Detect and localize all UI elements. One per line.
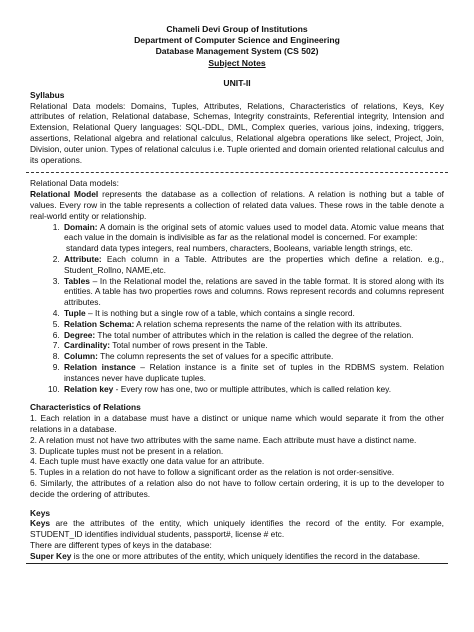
list-item: 10. Relation key - Every row has one, two or multiple attributes, which is called relation key. [62, 384, 444, 395]
document-header [30, 24, 444, 69]
unit-title: UNIT-II [223, 77, 251, 88]
list-item: 3. Duplicate tuples must not be present in a relation. [30, 445, 224, 456]
list-item: 4. Tuple – It is nothing but a single row of a table, which contains a single record. [62, 308, 444, 319]
list-item: 7. Cardinality: Total number of rows present in the Table. [62, 340, 444, 351]
list-item: 2. Attribute: Each column in a Table. Attributes are the properties which define a relation. e.g., Student_Rollno, NAME,etc. [62, 254, 444, 276]
list-item: 1. Domain: A domain is the original sets of atomic values used to model data. Atomic value means that each value in the domain is indivisible as far as the relational model is concerned. For example: standard data types integers, real numbers, characters, Booleans, variable length strings, etc. [62, 222, 444, 254]
relational-terms-list [30, 222, 444, 395]
list-item: 6. Degree: The total number of attributes which in the relation is called the degree of the relation. [62, 330, 444, 341]
section-divider [26, 172, 448, 173]
syllabus-text: Relational Data models: Domains, Tuples, Attributes, Relations, Characteristics of relations, Keys, Key attributes of relation, Relational database, Schemas, Integrity constraints, Referential integrity, Intension and Extension, Relational Query languages: SQL-DDL, DML, Complex queries, various joins, indexing, triggers, assertions, Relational algebra and relational calculus, Relational algebra operations like select, Project, Join, Division, outer union. Types of relational calculus i.e. Tuple oriented and domain oriented relational calculus and its operations. [30, 100, 444, 165]
characteristics-section [30, 402, 444, 499]
syllabus-title: Syllabus [30, 89, 65, 100]
characteristics-title: Characteristics of Relations [30, 402, 141, 413]
keys-types-line: There are different types of keys in the database: [30, 539, 212, 550]
course-name: Database Management System (CS 502) [155, 46, 319, 57]
keys-definition: Keys are the attributes of the entity, which uniquely identifies the record of the entity. For example, STUDENT_ID identifies individual students, passport#, license # etc. [30, 518, 444, 540]
syllabus-section [30, 90, 444, 166]
list-item: 3. Tables – In the Relational model the, relations are saved in the table format. It is stored along with its entities. A table has two properties rows and columns. Rows represent records and columns represent attributes. [62, 276, 444, 308]
relational-models-title: Relational Data models: [30, 178, 119, 189]
institution-name: Chameli Devi Group of Institutions [166, 24, 308, 34]
super-key-definition: Super Key is the one or more attributes of the entity, which uniquely identifies the record in the database. [30, 550, 420, 561]
keys-title: Keys [30, 507, 51, 518]
list-item: 8. Column: The column represents the set of values for a specific attribute. [62, 351, 444, 362]
doc-type: Subject Notes [208, 57, 266, 68]
department-name: Department of Computer Science and Engineering [134, 35, 340, 46]
keys-section [30, 508, 444, 565]
list-item: 5. Relation Schema: A relation schema represents the name of the relation with its attributes. [62, 319, 444, 330]
list-item: 2. A relation must not have two attributes with the same name. Each attribute must have a distinct name. [30, 434, 417, 445]
list-item: 4. Each tuple must have exactly one data value for an attribute. [30, 456, 265, 467]
list-item: 9. Relation instance – Relation instance is a finite set of tuples in the RDBMS system. Relation instances never have duplicate tuples. [62, 362, 444, 384]
relational-model-intro: Relational Model represents the database as a collection of relations. A relation is nothing but a table of values. Every row in the table represents a collection of related data values. These rows in the table denote a real-world entity or relationship. [30, 189, 445, 221]
bottom-rule [26, 563, 448, 564]
list-item: 5. Tuples in a relation do not have to follow a significant order as the relation is not order-sensitive. [30, 467, 395, 478]
list-item: 1. Each relation in a database must have a distinct or unique name which would separate it from the other relations in a database. [30, 413, 444, 434]
relational-models-section [30, 178, 444, 394]
list-item: 6. Similarly, the attributes of a relation also do not have to follow certain ordering, it is up to the developer to decide the ordering of attributes. [30, 477, 444, 499]
